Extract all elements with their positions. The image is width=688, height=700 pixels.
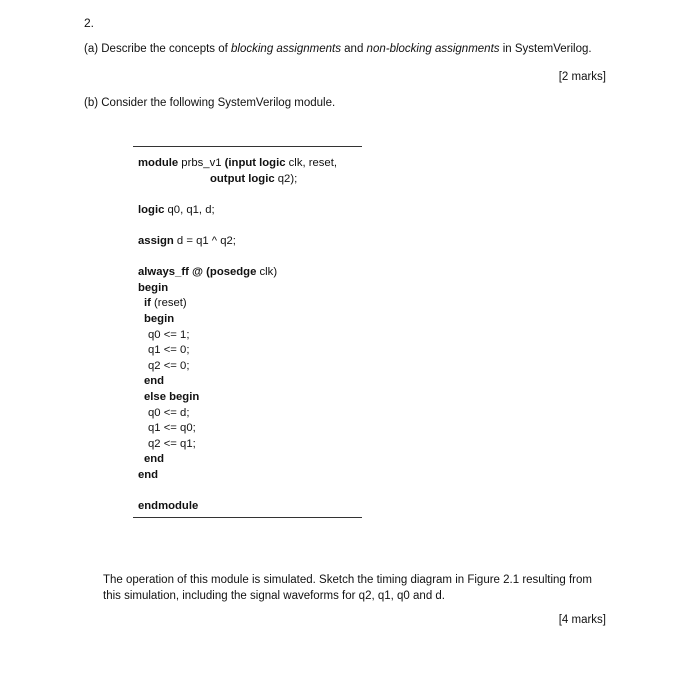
code-top-rule [133,146,362,147]
simulation-instructions [103,572,592,604]
part-a-term-nonblocking: non-blocking assignments [366,43,500,55]
part-b-marks: [4 marks] [558,614,606,626]
part-a-prefix: (a) Describe the concepts of [84,43,232,55]
code-line-2: output logic q2); [210,172,298,185]
simulation-line-1: The operation of this module is simulated. Sketch the timing diagram in Figure 2.1 resulting from [103,574,592,586]
part-a-middle: and [340,43,367,55]
part-a-suffix: in SystemVerilog. [499,43,592,55]
code-line-15: q1 <= q0; [148,422,196,435]
code-line-11: q2 <= 0; [148,359,190,372]
code-line-13: else begin [144,390,200,403]
simulation-line-2: this simulation, including the signal waveforms for q2, q1, q0 and d. [103,590,445,602]
code-line-12: end [144,375,165,388]
code-line-5: always_ff @ (posedge clk) [138,266,278,279]
code-line-14: q0 <= d; [148,406,190,419]
code-line-7: if (reset) [144,297,187,310]
part-a-marks: [2 marks] [558,71,606,83]
code-line-16: q2 <= q1; [148,437,196,450]
code-line-4: assign d = q1 ^ q2; [138,234,236,247]
code-line-9: q0 <= 1; [148,328,190,341]
part-a-text [84,43,592,55]
code-line-19: endmodule [138,500,199,513]
code-line-17: end [144,453,165,466]
part-b-intro: (b) Consider the following SystemVerilog module. [84,97,336,109]
code-listing [138,156,337,515]
code-line-18: end [138,468,159,481]
code-line-1: module prbs_v1 (input logic clk, reset, [138,157,337,169]
code-line-10: q1 <= 0; [148,344,190,357]
code-line-8: begin [144,312,175,325]
code-bottom-rule [133,517,362,518]
question-number: 2. [84,16,95,30]
code-line-6: begin [138,281,169,294]
code-line-3: logic q0, q1, d; [138,203,215,216]
part-a-term-blocking: blocking assignments [231,43,341,55]
